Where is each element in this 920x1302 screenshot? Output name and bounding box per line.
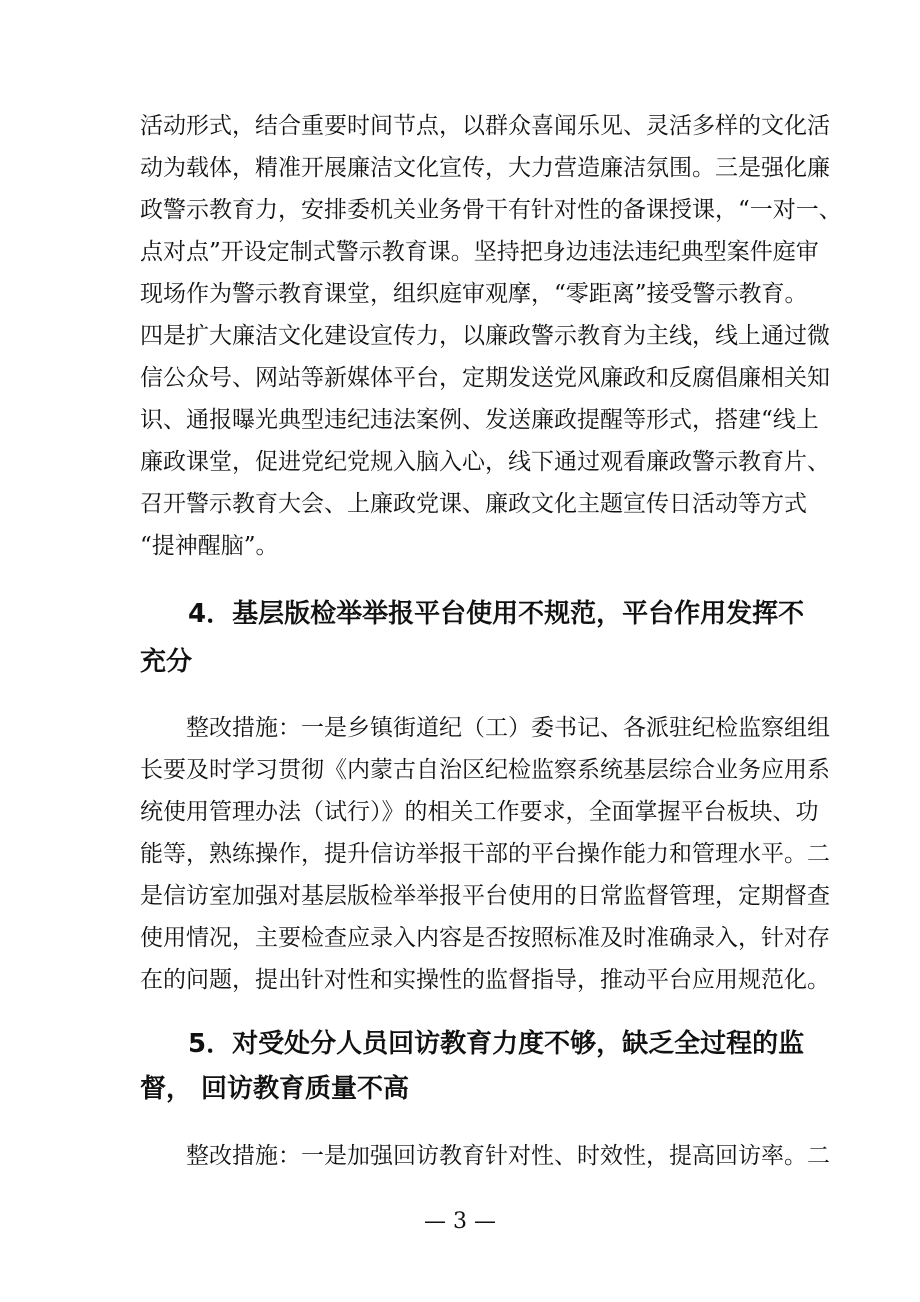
body-line: 政警示教育力，安排委机关业务骨干有针对性的备课授课，“一对一、	[140, 197, 842, 223]
body-line: “提神醒脑”。	[140, 533, 279, 559]
body-line: 统使用管理办法（试行）》的相关工作要求，全面掌握平台板块、功	[140, 799, 819, 825]
body-line: 使用情况，主要检查应录入内容是否按照标准及时准确录入，针对存	[140, 925, 830, 951]
body-line: 能等，熟练操作，提升信访举报干部的平台操作能力和管理水平。二	[140, 841, 830, 867]
body-line: 动为载体，精准开展廉洁文化宣传，大力营造廉洁氛围。三是强化廉	[140, 155, 830, 181]
section-heading: 充分	[140, 647, 193, 677]
body-line: 识、通报曝光典型违纪违法案例、发送廉政提醒等形式，搭建“线上	[140, 407, 819, 433]
body-line: 整改措施：一是加强回访教育针对性、时效性，提高回访率。二	[186, 1143, 830, 1169]
body-line: 长要及时学习贯彻《内蒙古自治区纪检监察系统基层综合业务应用系	[140, 757, 830, 783]
body-line: 召开警示教育大会、上廉政党课、廉政文化主题宣传日活动等方式	[140, 491, 807, 517]
body-line: 现场作为警示教育课堂，组织庭审观摩，“零距离”接受警示教育。	[140, 281, 808, 307]
body-line: 是信访室加强对基层版检举举报平台使用的日常监督管理，定期督查	[140, 883, 830, 909]
body-line: 在的问题，提出针对性和实操性的监督指导，推动平台应用规范化。	[140, 967, 830, 993]
body-line: 整改措施：一是乡镇街道纪（工）委书记、各派驻纪检监察组组	[186, 715, 830, 741]
section-heading: 4．基层版检举举报平台使用不规范，平台作用发挥不	[188, 599, 805, 629]
body-line: 点对点”开设定制式警示教育课。坚持把身边违法违纪典型案件庭审	[140, 239, 819, 265]
body-line: 四是扩大廉洁文化建设宣传力，以廉政警示教育为主线，线上通过微	[140, 323, 830, 349]
page-number: — 3 —	[424, 1209, 496, 1234]
body-line: 廉政课堂，促进党纪党规入脑入心，线下通过观看廉政警示教育片、	[140, 449, 830, 475]
body-line: 活动形式，结合重要时间节点，以群众喜闻乐见、灵活多样的文化活	[140, 113, 830, 139]
section-heading: 督， 回访教育质量不高	[140, 1074, 410, 1104]
body-line: 信公众号、网站等新媒体平台，定期发送党风廉政和反腐倡廉相关知	[140, 365, 830, 391]
section-heading: 5．对受处分人员回访教育力度不够，缺乏全过程的监	[188, 1029, 805, 1059]
